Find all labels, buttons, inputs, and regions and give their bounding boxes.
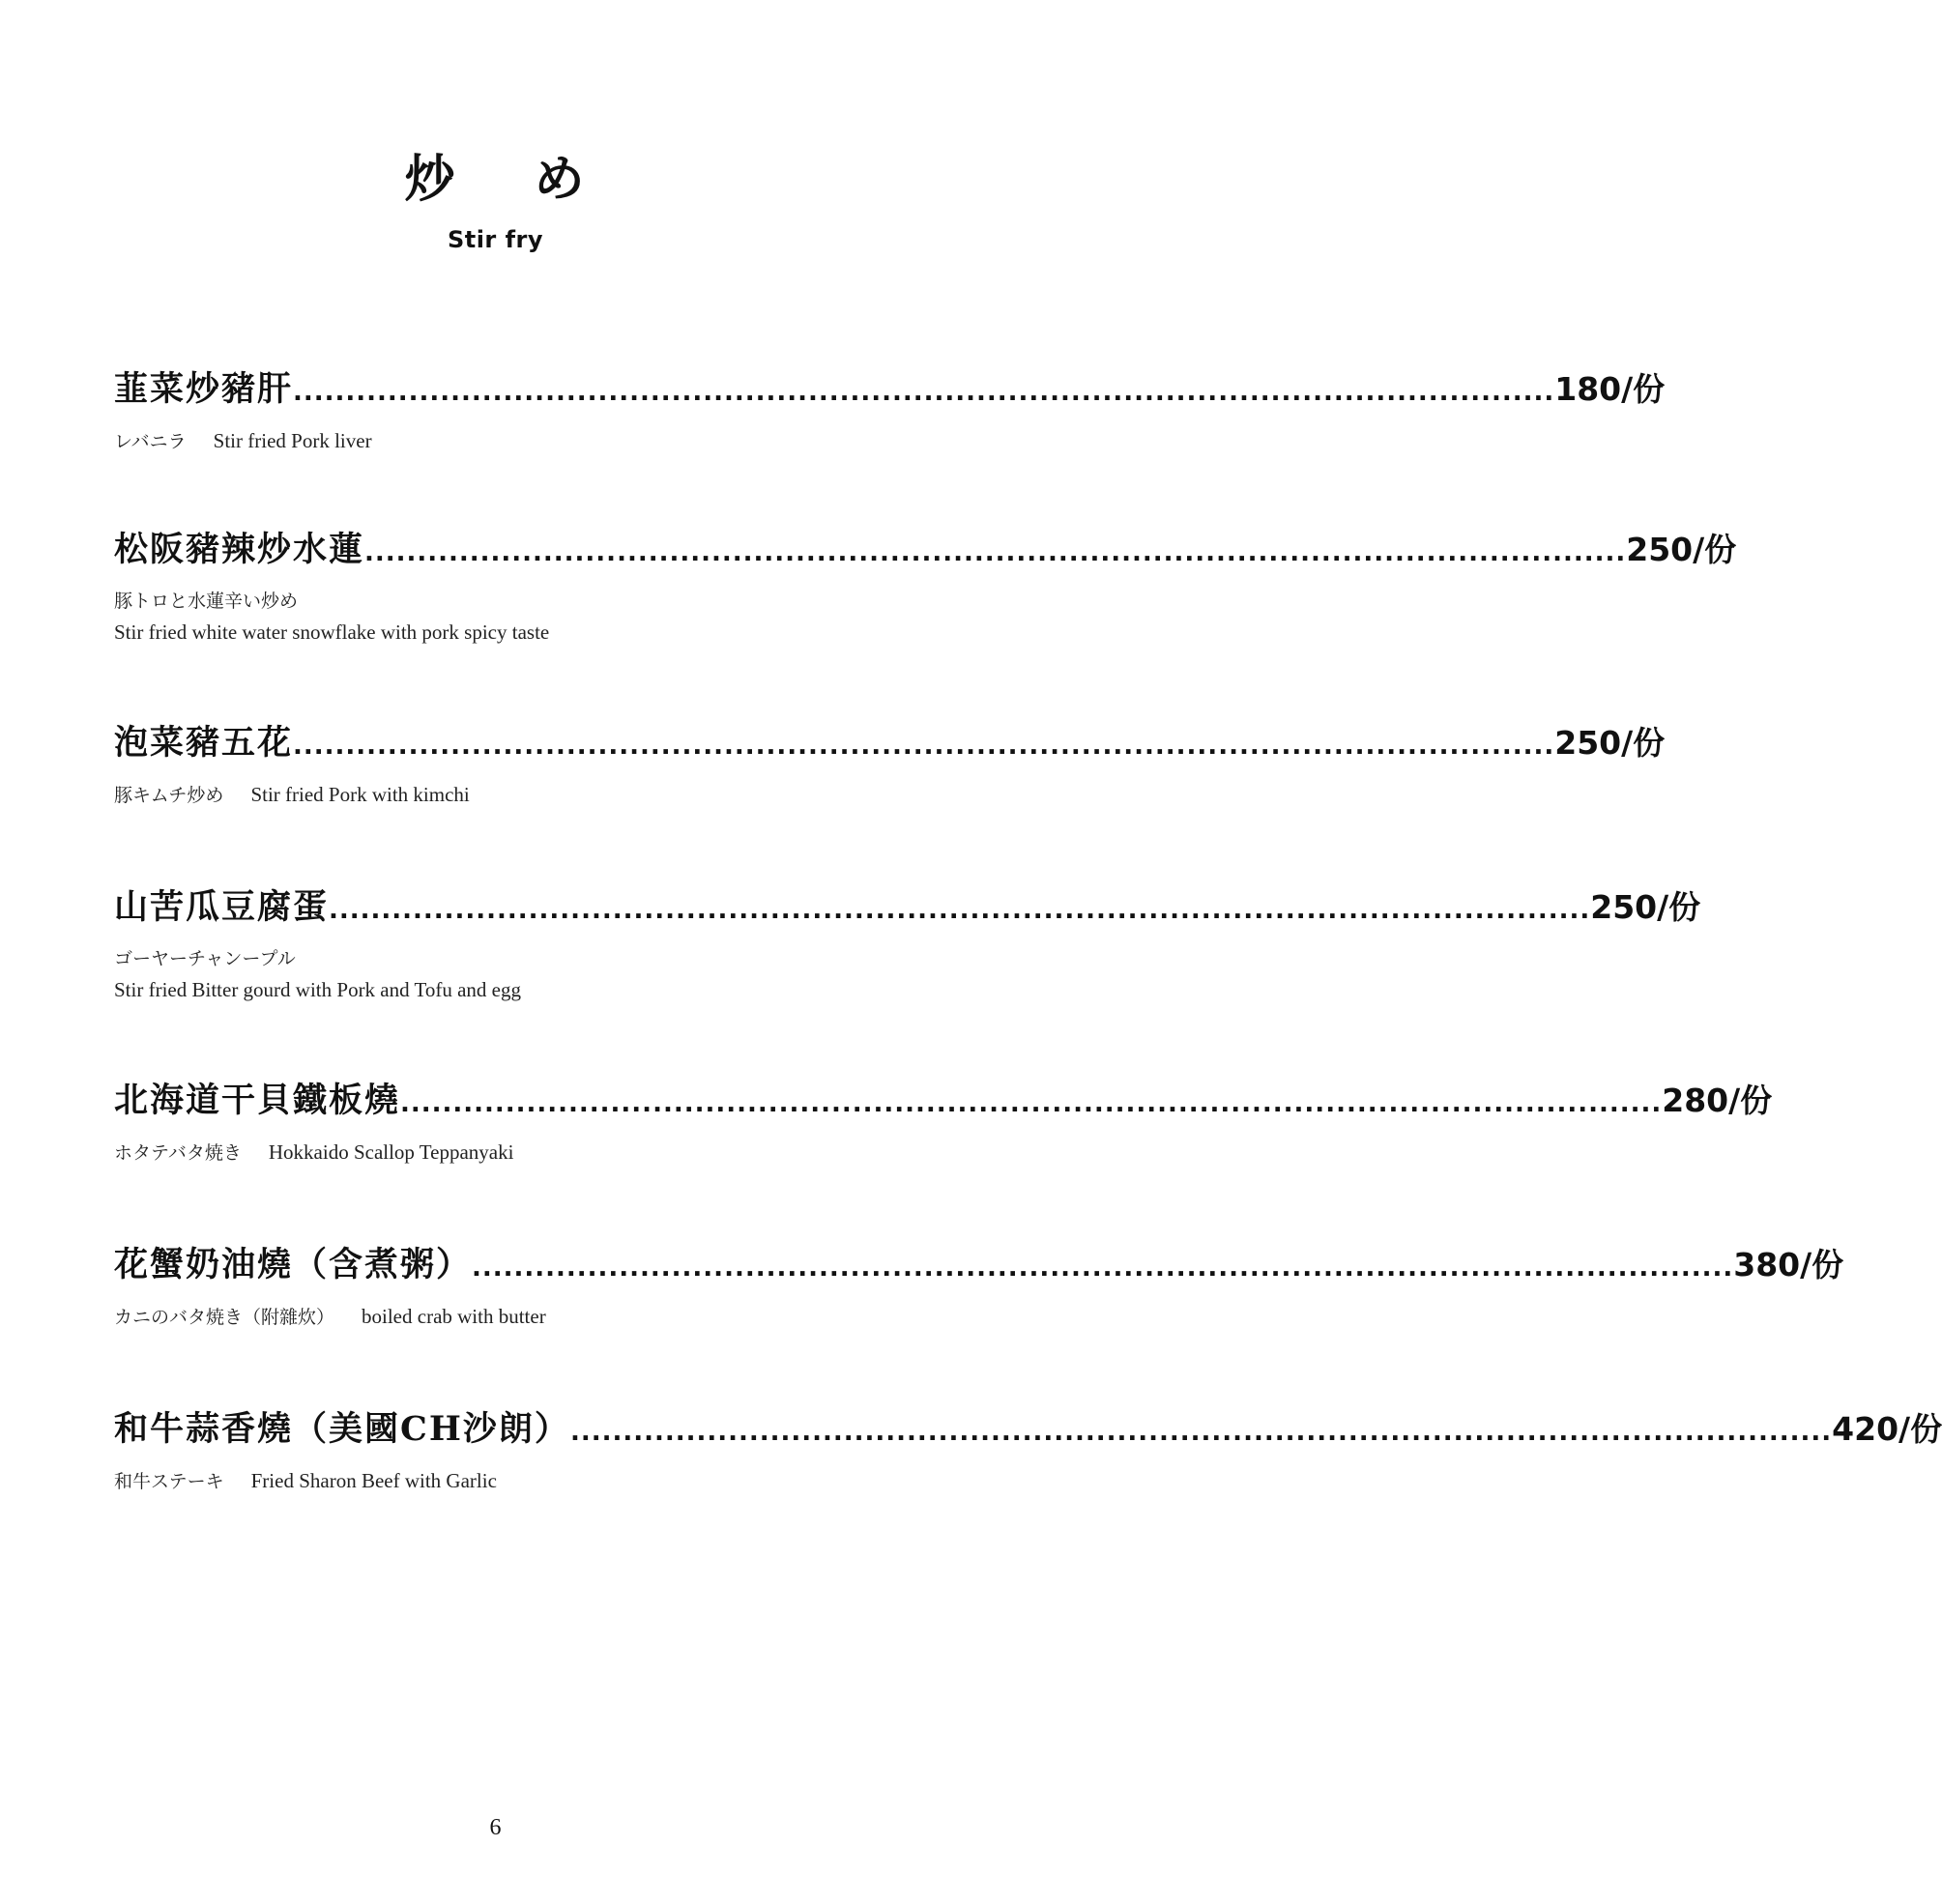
menu-item-description: [114, 586, 872, 648]
page-number: 6: [489, 1815, 502, 1840]
menu-item-desc-en: boiled crab with butter: [362, 1305, 546, 1328]
dot-leader: ........................................................................................................................: [293, 378, 1555, 407]
menu-item-price: 250/份: [1626, 531, 1737, 568]
menu-item-desc-en: Stir fried white water snowflake with pork spicy taste: [114, 620, 550, 644]
page-title: [0, 150, 991, 209]
menu-item-name: 松阪豬辣炒水蓮: [114, 530, 365, 569]
menu-item-desc-en: Hokkaido Scallop Teppanyaki: [268, 1140, 514, 1164]
menu-item-desc-en: Stir fried Pork liver: [213, 429, 372, 452]
menu-item-desc-jp: ホタテバタ焼き: [114, 1142, 242, 1164]
menu-item: [114, 1077, 1773, 1168]
menu-item-name: 花蟹奶油燒（含煮粥）: [114, 1245, 473, 1284]
menu-item-header: [114, 883, 1701, 932]
menu-item-desc-en: Stir fried Bitter gourd with Pork and Tofu and egg: [114, 978, 521, 1001]
menu-item: [114, 1405, 1942, 1497]
menu-item-desc-jp: 和牛ステーキ: [114, 1471, 224, 1492]
menu-item-desc-jp: カニのバタ焼き（附雜炊）: [114, 1307, 335, 1328]
menu-item-header: [114, 1077, 1773, 1125]
dot-leader: ........................................................................................................................: [569, 1418, 1833, 1447]
menu-item-price: 250/份: [1554, 724, 1666, 762]
menu-item-name: 泡菜豬五花: [114, 723, 294, 763]
menu-item-header: [114, 526, 1737, 574]
menu-item-desc-en: Stir fried Pork with kimchi: [250, 783, 470, 806]
menu-item-desc-en: Fried Sharon Beef with Garlic: [250, 1469, 497, 1492]
menu-item-description: [114, 1137, 872, 1168]
title-right: め: [534, 150, 587, 209]
menu-item-name: 北海道干貝鐵板燒: [114, 1081, 401, 1120]
menu-item-description: [114, 1465, 872, 1497]
menu-item-price: 250/份: [1590, 888, 1701, 926]
menu-item-name: 韮菜炒豬肝: [114, 369, 294, 409]
menu-item-header: [114, 1405, 1942, 1454]
menu-item-name: 和牛蒜香燒（美國CH沙朗）: [114, 1409, 570, 1449]
menu-item-desc-jp: レバニラ: [114, 431, 187, 452]
menu-item-description: [114, 943, 872, 1005]
menu-item: [114, 365, 1666, 457]
menu-item-desc-jp: 豚キムチ炒め: [114, 785, 224, 806]
dot-leader: ........................................................................................................................: [364, 538, 1627, 567]
menu-item-desc-jp: 豚トロと水蓮辛い炒め: [114, 591, 299, 612]
menu-item-price: 380/份: [1733, 1246, 1844, 1284]
dot-leader: ........................................................................................................................: [400, 1089, 1663, 1118]
menu-item-description: [114, 1301, 872, 1333]
menu-item-price: 280/份: [1662, 1082, 1773, 1119]
menu-item-desc-jp: ゴーヤーチャンープル: [114, 948, 296, 969]
menu-item-name: 山苦瓜豆腐蛋: [114, 887, 330, 927]
dot-leader: ........................................................................................................................: [329, 896, 1591, 925]
menu-item: [114, 719, 1666, 811]
menu-item-price: 180/份: [1554, 370, 1666, 408]
page-subtitle: Stir fry: [447, 226, 544, 253]
menu-item: [114, 883, 1701, 1005]
title-left: 炒: [404, 150, 457, 209]
dot-leader: ........................................................................................................................: [293, 732, 1555, 761]
menu-item-description: [114, 779, 872, 811]
menu-item-description: [114, 425, 872, 457]
menu-item-header: [114, 1241, 1844, 1289]
menu-item-header: [114, 365, 1666, 414]
menu-item-header: [114, 719, 1666, 767]
menu-item: [114, 526, 1737, 648]
menu-item: [114, 1241, 1844, 1333]
dot-leader: ........................................................................................................................: [472, 1254, 1734, 1283]
menu-item-price: 420/份: [1832, 1410, 1942, 1448]
